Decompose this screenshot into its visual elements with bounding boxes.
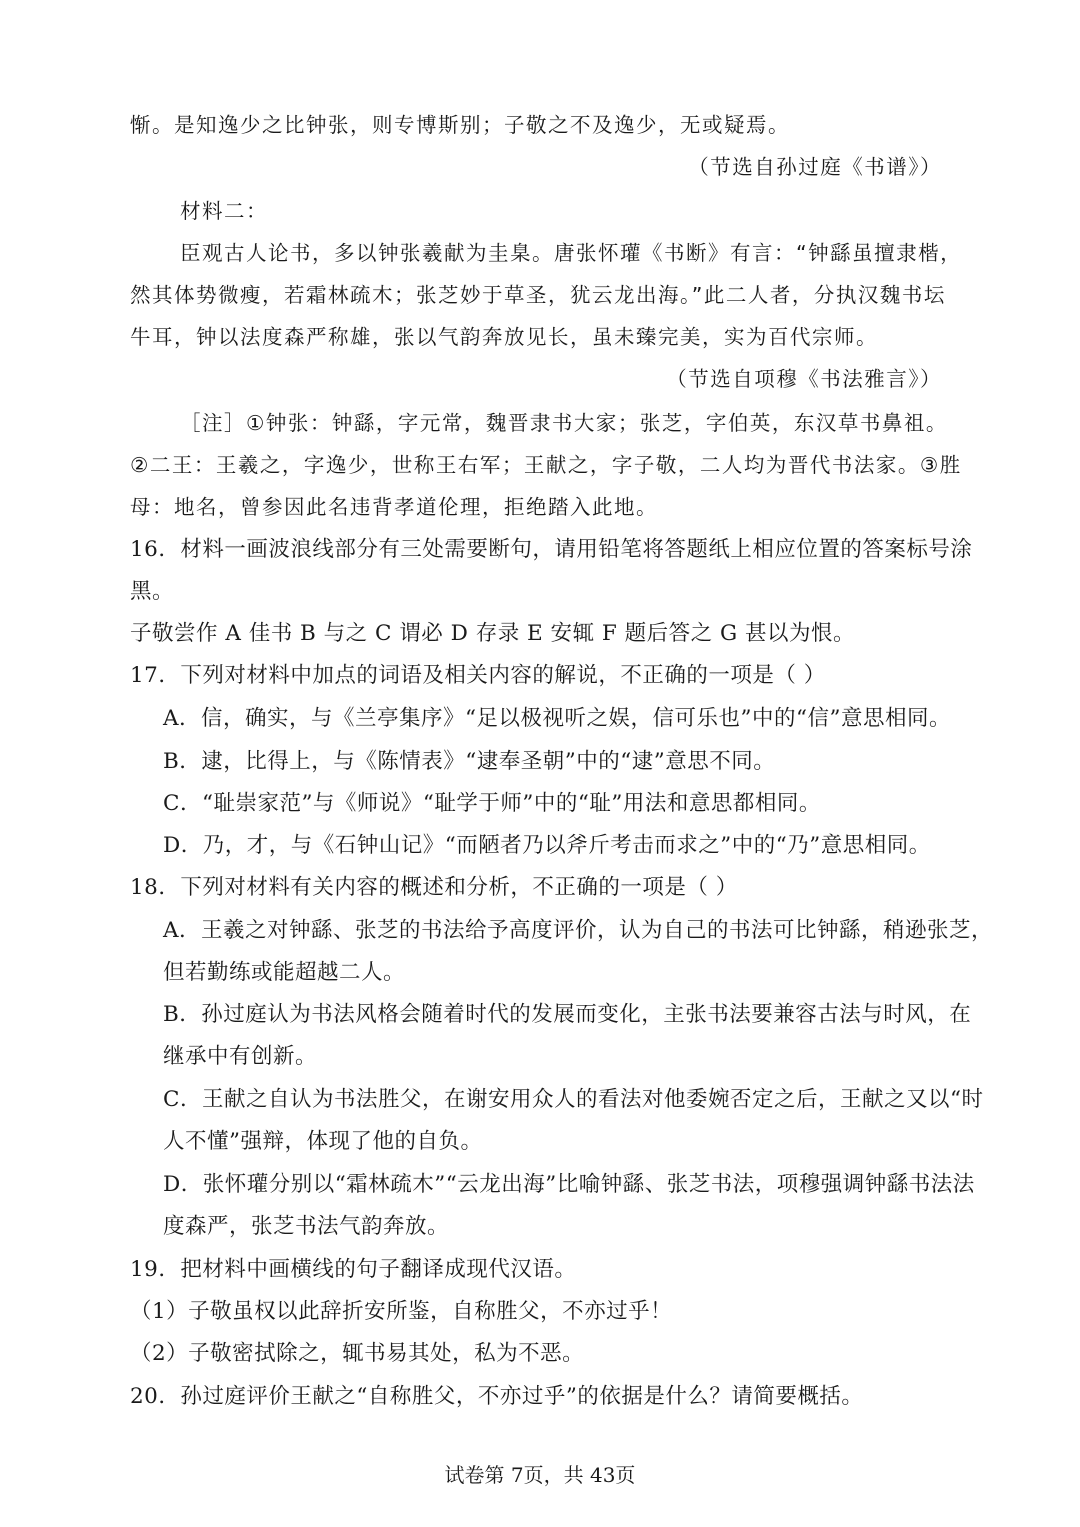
source-citation-1: （节选自孙过庭《书谱》） [688, 155, 942, 179]
source-citation-2: （节选自项穆《书法雅言》） [666, 367, 942, 391]
material2-title: 材料二： [180, 199, 268, 223]
question-16-sentence: 子敬尝作 A 佳书 B 与之 C 谓必 D 存录 E 安辄 F 题后答之 G 甚以为恨。 [130, 621, 855, 646]
question-19-stem: 19．把材料中画横线的句子翻译成现代汉语。 [130, 1257, 577, 1282]
material2-line: 然其体势微瘦，若霜林疏木；张芝妙于草圣，犹云龙出海。”此二人者，分执汉魏书坛 [130, 283, 946, 307]
question-16-stem: 16．材料一画波浪线部分有三处需要断句，请用铅笔将答题纸上相应位置的答案标号涂 [130, 537, 973, 562]
question-17-option-d: D．乃，才，与《石钟山记》“而陋者乃以斧斤考击而求之”中的“乃”意思相同。 [163, 833, 931, 858]
page-footer: 试卷第 7页，共 43页 [444, 1463, 636, 1487]
annotation-line: ②二王：王羲之，字逸少，世称王右军；王献之，字子敬，二人均为晋代书法家。③胜 [130, 453, 962, 477]
material2-line: 牛耳，钟以法度森严称雄，张以气韵奔放见长，虽未臻完美，实为百代宗师。 [130, 325, 878, 349]
question-16-stem: 黑。 [130, 579, 175, 604]
annotation-line: ［注］①钟张：钟繇，字元常，魏晋隶书大家；张芝，字伯英，东汉草书鼻祖。 [180, 411, 948, 435]
annotation-line: 母：地名，曾参因此名违背孝道伦理，拒绝踏入此地。 [130, 495, 658, 519]
question-18-option-b: B．孙过庭认为书法风格会随着时代的发展而变化，主张书法要兼容古法与时风，在 [163, 1002, 972, 1027]
question-17-option-c: C．“耻崇家范”与《师说》“耻学于师”中的“耻”用法和意思都相同。 [163, 791, 821, 816]
question-18-stem: 18．下列对材料有关内容的概述和分析，不正确的一项是（ ） [130, 875, 738, 900]
question-19-item-1: （1）子敬虽权以此辞折安所鉴，自称胜父，不亦过乎！ [130, 1299, 673, 1324]
question-18-option-d: D．张怀瓘分别以“霜林疏木”“云龙出海”比喻钟繇、张芝书法，项穆强调钟繇书法法 [163, 1172, 975, 1197]
question-19-item-2: （2）子敬密拭除之，辄书易其处，私为不恶。 [130, 1341, 585, 1366]
question-18-option-a-cont: 但若勤练或能超越二人。 [163, 960, 406, 985]
question-17-stem: 17．下列对材料中加点的词语及相关内容的解说，不正确的一项是（ ） [130, 663, 826, 688]
material1-tail: 惭。是知逸少之比钟张，则专博斯别；子敬之不及逸少，无或疑焉。 [130, 113, 790, 137]
material2-line: 臣观古人论书，多以钟张羲献为圭臬。唐张怀瓘《书断》有言：“钟繇虽擅隶楷， [180, 241, 963, 265]
question-18-option-d-cont: 度森严，张芝书法气韵奔放。 [163, 1214, 450, 1239]
question-18-option-c-cont: 人不懂”强辩，体现了他的自负。 [163, 1129, 483, 1154]
question-17-option-b: B．逮，比得上，与《陈情表》“逮奉圣朝”中的“逮”意思不同。 [163, 749, 776, 774]
question-17-option-a: A．信，确实，与《兰亭集序》“足以极视听之娱，信可乐也”中的“信”意思相同。 [163, 706, 951, 731]
question-20-stem: 20．孙过庭评价王献之“自称胜父，不亦过乎”的依据是什么？请简要概括。 [130, 1384, 864, 1409]
question-18-option-c: C．王献之自认为书法胜父，在谢安用众人的看法对他委婉否定之后，王献之又以“时 [163, 1087, 984, 1112]
question-18-option-b-cont: 继承中有创新。 [163, 1044, 318, 1069]
question-18-option-a: A．王羲之对钟繇、张芝的书法给予高度评价，认为自己的书法可比钟繇，稍逊张芝， [163, 918, 994, 943]
